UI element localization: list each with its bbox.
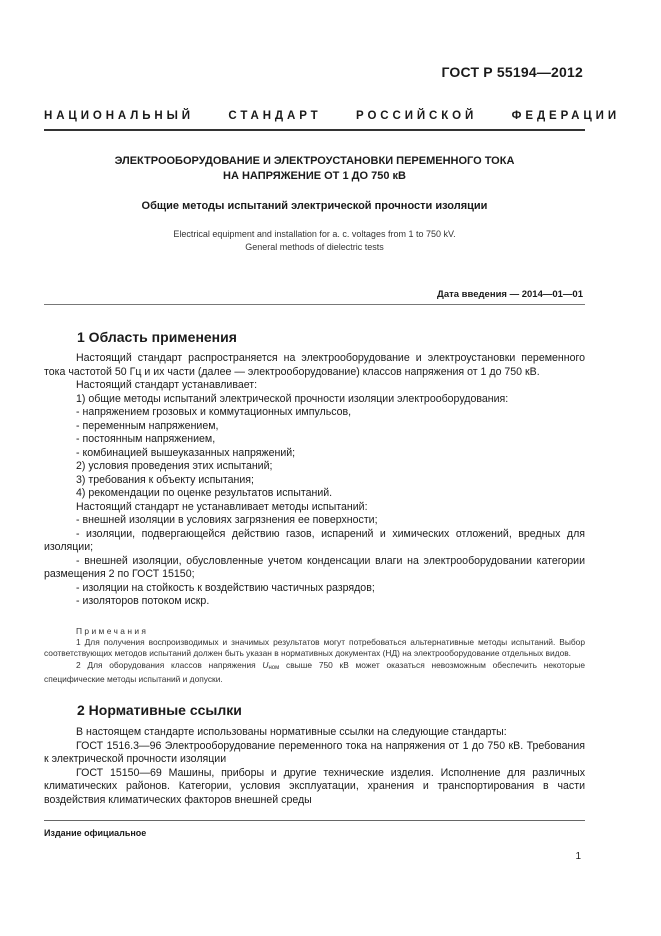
title-line-1: ЭЛЕКТРООБОРУДОВАНИЕ И ЭЛЕКТРОУСТАНОВКИ ПЕРЕМЕННОГО ТОКА bbox=[114, 155, 515, 167]
section-1-body bbox=[44, 352, 585, 609]
national-standard-banner: НАЦИОНАЛЬНЫЙ СТАНДАРТ РОССИЙСКОЙ ФЕДЕРАЦИИ bbox=[44, 110, 620, 122]
list-item: 2) условия проведения этих испытаний; bbox=[76, 460, 273, 472]
english-title-line-1: Electrical equipment and installation for a. c. voltages from 1 to 750 kV. bbox=[173, 229, 456, 239]
document-code: ГОСТ Р 55194—2012 bbox=[441, 64, 583, 80]
list-item: 3) требования к объекту испытания; bbox=[76, 473, 254, 486]
date-divider bbox=[44, 304, 585, 305]
header-divider bbox=[44, 129, 585, 131]
note-2 bbox=[44, 660, 585, 685]
list-item: - переменным напряжением, bbox=[76, 419, 219, 432]
section-1-heading: 1 Область применения bbox=[77, 329, 237, 345]
list-item: - изоляции на стойкость к воздействию частичных разрядов; bbox=[76, 581, 375, 594]
list-item: 1) общие методы испытаний электрической прочности изоляции электрооборудования: bbox=[76, 392, 509, 405]
paragraph: Настоящий стандарт устанавливает: bbox=[76, 379, 258, 391]
reference-item: ГОСТ 15150—69 Машины, приборы и другие технические изделия. Исполнение для различных климатических районов. Категории, условия эксплуатации, хранения и транспортирования в части воздействия климатических факторов внешней среды bbox=[44, 766, 585, 806]
paragraph: Настоящий стандарт распространяется на электрооборудование и электроустановки переменного тока частотой 50 Гц и их части (далее — электрооборудование) классов напряжения от 1 до 750 кВ. bbox=[44, 352, 585, 378]
reference-item: ГОСТ 1516.3—96 Электрооборудование переменного тока на напряжения от 1 до 750 кВ. Требования к электрической прочности изоляции bbox=[44, 739, 585, 765]
list-item: - напряжением грозовых и коммутационных импульсов, bbox=[76, 406, 352, 418]
notes-block bbox=[44, 626, 585, 685]
note-1: 1 Для получения воспроизводимых и значимых результатов могут потребоваться альтернативные методы испытаний. Выбор соответствующих методов испытаний должен быть указан в нормативных документах (НД) на электрооборудование отдельных видов. bbox=[44, 637, 585, 659]
list-item: - изоляторов потоком искр. bbox=[76, 595, 210, 607]
introduction-date: Дата введения — 2014—01—01 bbox=[437, 289, 583, 300]
paragraph: В настоящем стандарте использованы нормативные ссылки на следующие стандарты: bbox=[76, 726, 507, 738]
paragraph: Настоящий стандарт не устанавливает методы испытаний: bbox=[76, 500, 368, 513]
document-title bbox=[44, 154, 585, 184]
list-item: - постоянным напряжением, bbox=[76, 433, 216, 445]
section-2-body bbox=[44, 726, 585, 807]
english-title bbox=[44, 228, 585, 254]
section-2-heading: 2 Нормативные ссылки bbox=[77, 702, 242, 718]
note-2-text-a: 2 Для оборудования классов напряжения bbox=[76, 659, 263, 670]
notes-heading: Примечания bbox=[76, 626, 149, 636]
english-title-line-2: General methods of dielectric tests bbox=[245, 242, 384, 252]
footer-divider bbox=[44, 820, 585, 821]
title-line-2: НА НАПРЯЖЕНИЕ ОТ 1 ДО 750 кВ bbox=[223, 170, 406, 182]
edition-label: Издание официальное bbox=[44, 828, 147, 838]
note-2-text-b: свыше 750 кВ может оказаться невозможным обеспечить некоторые специфические методы испытаний и допуски. bbox=[44, 659, 585, 684]
list-item: - изоляции, подвергающейся действию газов, испарений и химических отложений, вредных для изоляции; bbox=[44, 527, 585, 553]
page-number: 1 bbox=[575, 851, 581, 862]
list-item: 4) рекомендации по оценке результатов испытаний. bbox=[76, 487, 333, 499]
voltage-symbol: U bbox=[262, 659, 269, 670]
voltage-subscript: ном bbox=[268, 664, 280, 671]
list-item: - внешней изоляции, обусловленные учетом конденсации влаги на электрооборудовании категории размещения 2 по ГОСТ 15150; bbox=[44, 554, 585, 580]
list-item: - комбинацией вышеуказанных напряжений; bbox=[76, 446, 296, 459]
list-item: - внешней изоляции в условиях загрязнения ее поверхности; bbox=[76, 514, 378, 526]
document-subtitle: Общие методы испытаний электрической прочности изоляции bbox=[141, 200, 488, 212]
